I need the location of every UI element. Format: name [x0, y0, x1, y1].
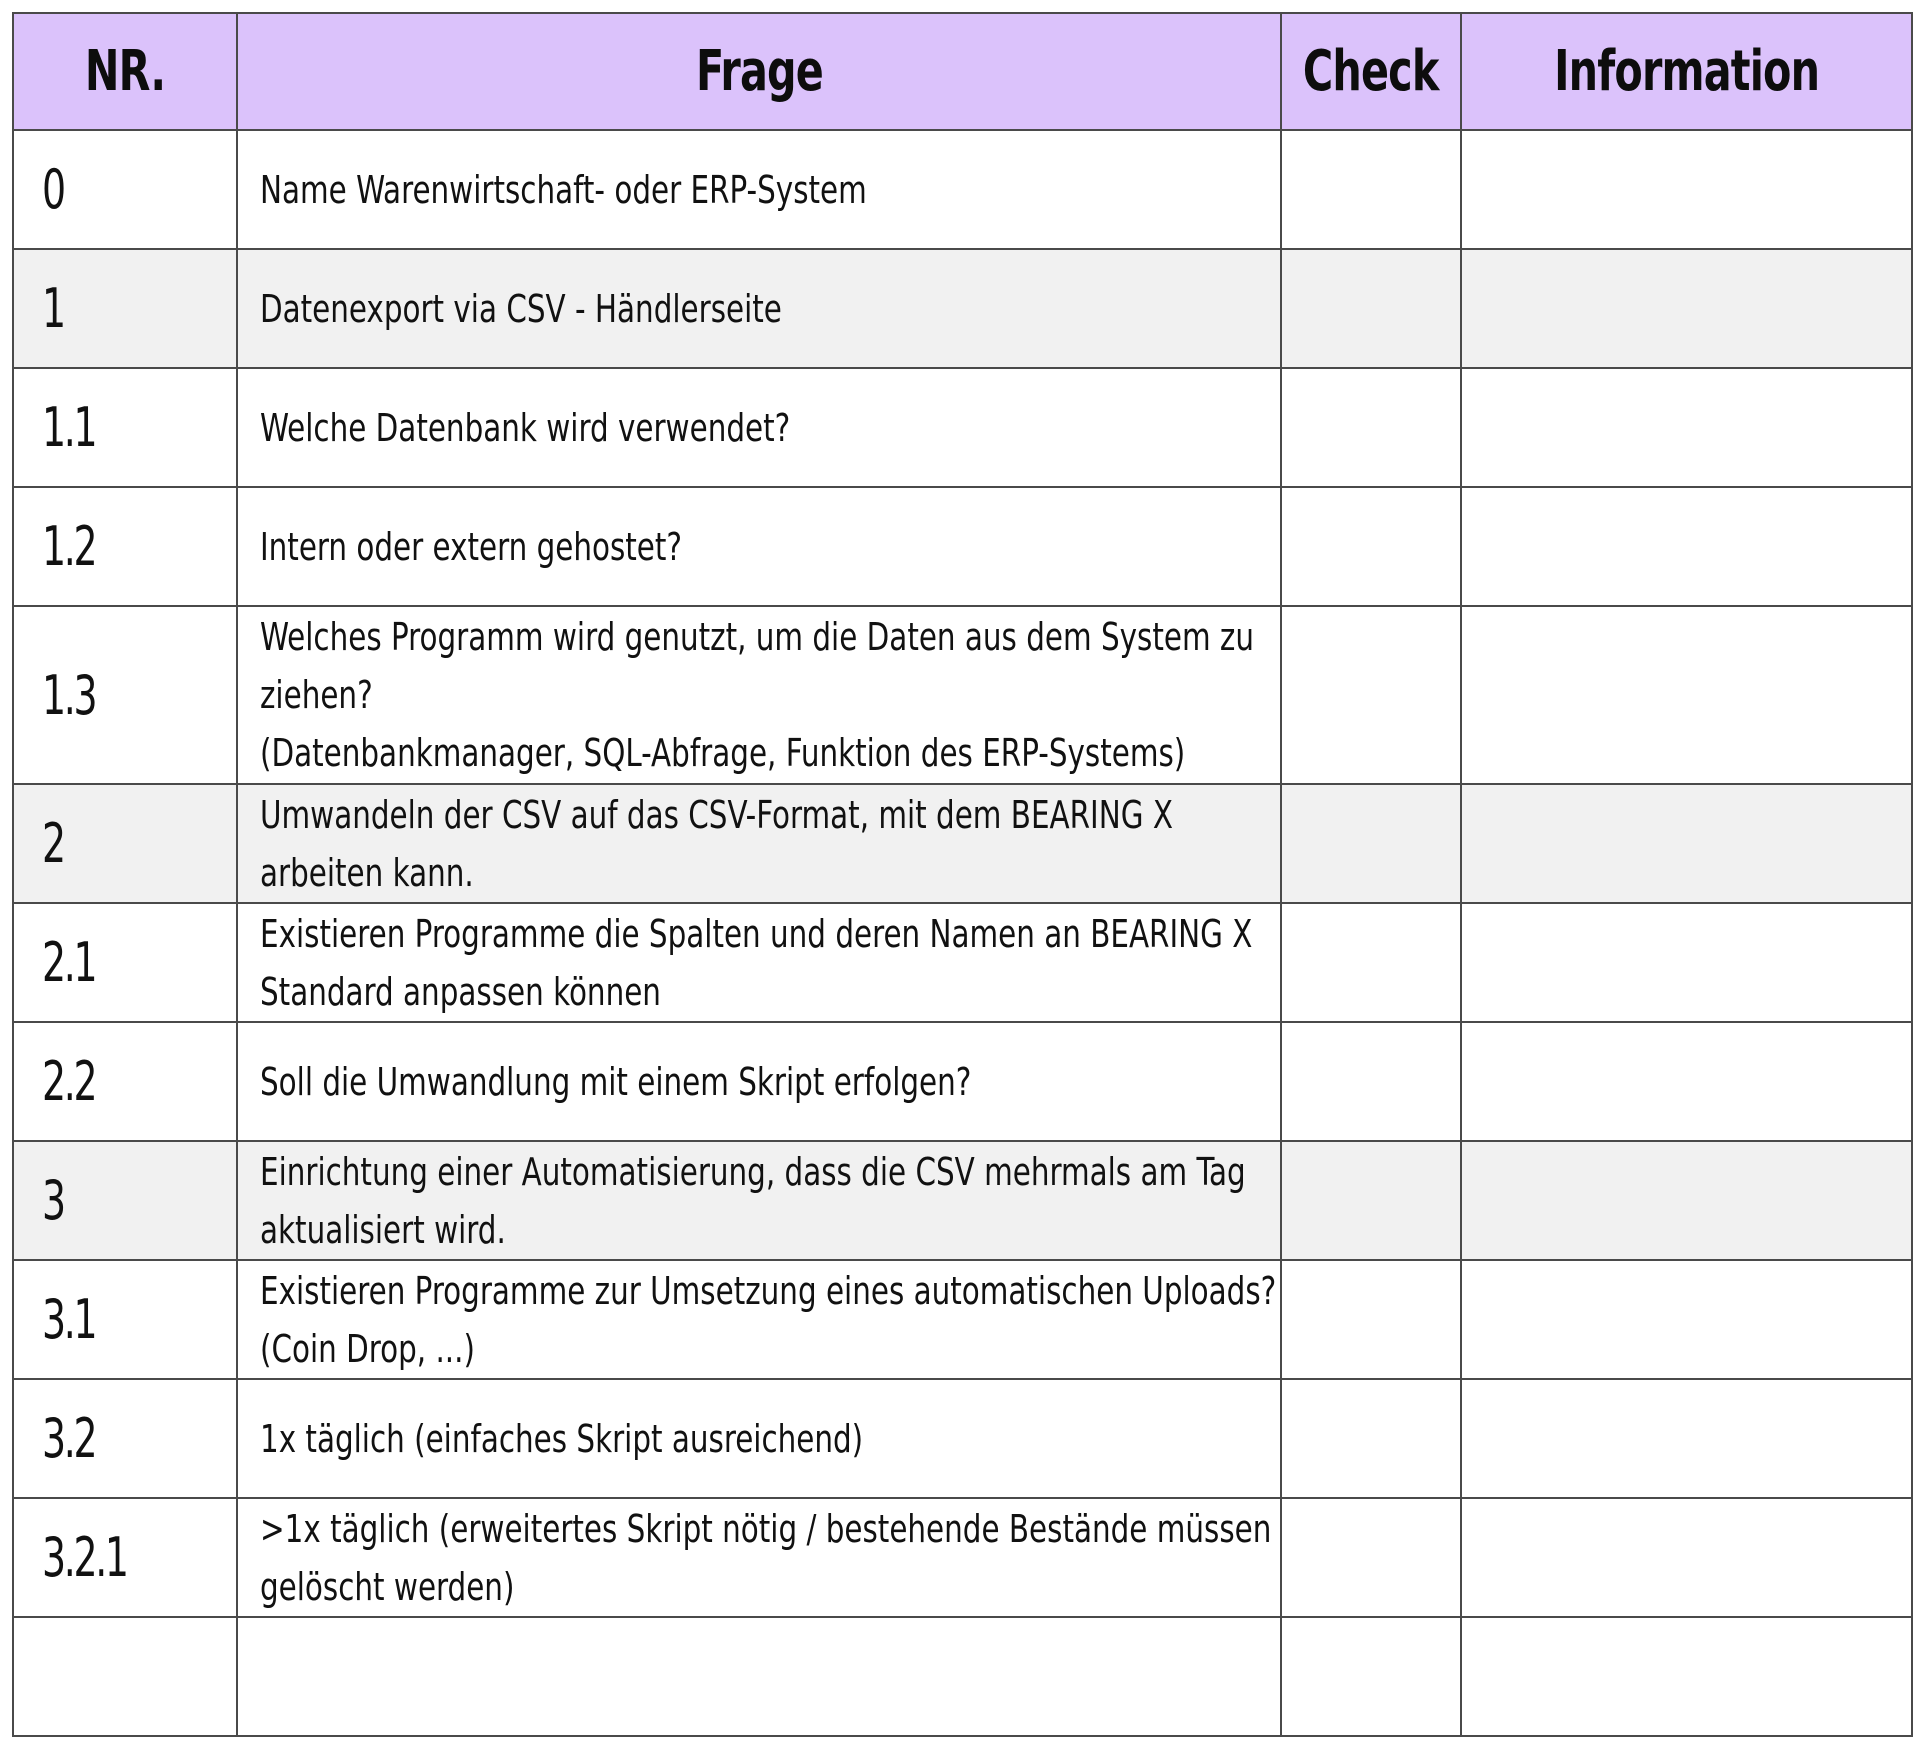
row-information-cell[interactable]	[1461, 368, 1912, 487]
checklist-table	[12, 12, 1913, 1737]
row-information-cell[interactable]	[1461, 1141, 1912, 1260]
table-row	[13, 903, 1912, 1022]
row-number: 2.2	[13, 1022, 237, 1141]
header-frage: Frage	[237, 13, 1281, 130]
row-number: 1.2	[13, 487, 237, 606]
row-check-cell[interactable]	[1281, 1498, 1461, 1617]
row-number: 1.3	[13, 606, 237, 784]
table-row	[13, 487, 1912, 606]
header-information: Information	[1461, 13, 1912, 130]
row-question: Soll die Umwandlung mit einem Skript erfolgen?	[237, 1022, 1281, 1141]
row-number: 1.1	[13, 368, 237, 487]
table-row	[13, 249, 1912, 368]
table-row-empty	[13, 1617, 1912, 1736]
row-information-cell[interactable]	[1461, 1379, 1912, 1498]
row-information-cell[interactable]	[1461, 1022, 1912, 1141]
row-question: Existieren Programme die Spalten und deren Namen an BEARING X Standard anpassen können	[237, 903, 1281, 1022]
row-question: 1x täglich (einfaches Skript ausreichend)	[237, 1379, 1281, 1498]
row-number: 2.1	[13, 903, 237, 1022]
row-question: Einrichtung einer Automatisierung, dass die CSV mehrmals am Tag aktualisiert wird.	[237, 1141, 1281, 1260]
header-check: Check	[1281, 13, 1461, 130]
row-number: 1	[13, 249, 237, 368]
row-question: Name Warenwirtschaft- oder ERP-System	[237, 130, 1281, 249]
row-number: 3.2.1	[13, 1498, 237, 1617]
row-check-cell[interactable]	[1281, 130, 1461, 249]
row-check-cell[interactable]	[1281, 249, 1461, 368]
table-row	[13, 1498, 1912, 1617]
row-check-cell[interactable]	[1281, 1022, 1461, 1141]
row-number: 0	[13, 130, 237, 249]
row-check-cell[interactable]	[1281, 368, 1461, 487]
table-row	[13, 784, 1912, 903]
header-nr: NR.	[13, 13, 237, 130]
row-number: 3.2	[13, 1379, 237, 1498]
row-number: 2	[13, 784, 237, 903]
row-information-cell[interactable]	[1461, 903, 1912, 1022]
row-check-cell[interactable]	[1281, 1260, 1461, 1379]
row-question: Intern oder extern gehostet?	[237, 487, 1281, 606]
row-check-cell[interactable]	[1281, 784, 1461, 903]
checklist-sheet	[12, 12, 1913, 1737]
row-check-cell[interactable]	[1281, 1617, 1461, 1736]
row-question: Welches Programm wird genutzt, um die Daten aus dem System zu ziehen? (Datenbankmanager, SQL-Abfrage, Funktion des ERP-Systems)	[237, 606, 1281, 784]
row-information-cell[interactable]	[1461, 784, 1912, 903]
row-check-cell[interactable]	[1281, 903, 1461, 1022]
table-row	[13, 368, 1912, 487]
row-information-cell[interactable]	[1461, 487, 1912, 606]
header-row	[13, 13, 1912, 130]
row-number: 3	[13, 1141, 237, 1260]
row-information-cell[interactable]	[1461, 1617, 1912, 1736]
row-check-cell[interactable]	[1281, 1379, 1461, 1498]
row-number: 3.1	[13, 1260, 237, 1379]
row-check-cell[interactable]	[1281, 606, 1461, 784]
table-row	[13, 606, 1912, 784]
row-check-cell[interactable]	[1281, 1141, 1461, 1260]
row-information-cell[interactable]	[1461, 1260, 1912, 1379]
row-question: Datenexport via CSV - Händlerseite	[237, 249, 1281, 368]
table-row	[13, 1379, 1912, 1498]
row-information-cell[interactable]	[1461, 1498, 1912, 1617]
row-information-cell[interactable]	[1461, 130, 1912, 249]
row-question: >1x täglich (erweitertes Skript nötig / bestehende Bestände müssen gelöscht werden)	[237, 1498, 1281, 1617]
table-row	[13, 1022, 1912, 1141]
table-row	[13, 1141, 1912, 1260]
row-number	[13, 1617, 237, 1736]
table-row	[13, 130, 1912, 249]
row-question	[237, 1617, 1281, 1736]
row-question: Existieren Programme zur Umsetzung eines automatischen Uploads? (Coin Drop, ...)	[237, 1260, 1281, 1379]
row-information-cell[interactable]	[1461, 249, 1912, 368]
table-row	[13, 1260, 1912, 1379]
row-information-cell[interactable]	[1461, 606, 1912, 784]
row-check-cell[interactable]	[1281, 487, 1461, 606]
row-question: Welche Datenbank wird verwendet?	[237, 368, 1281, 487]
row-question: Umwandeln der CSV auf das CSV-Format, mit dem BEARING X arbeiten kann.	[237, 784, 1281, 903]
